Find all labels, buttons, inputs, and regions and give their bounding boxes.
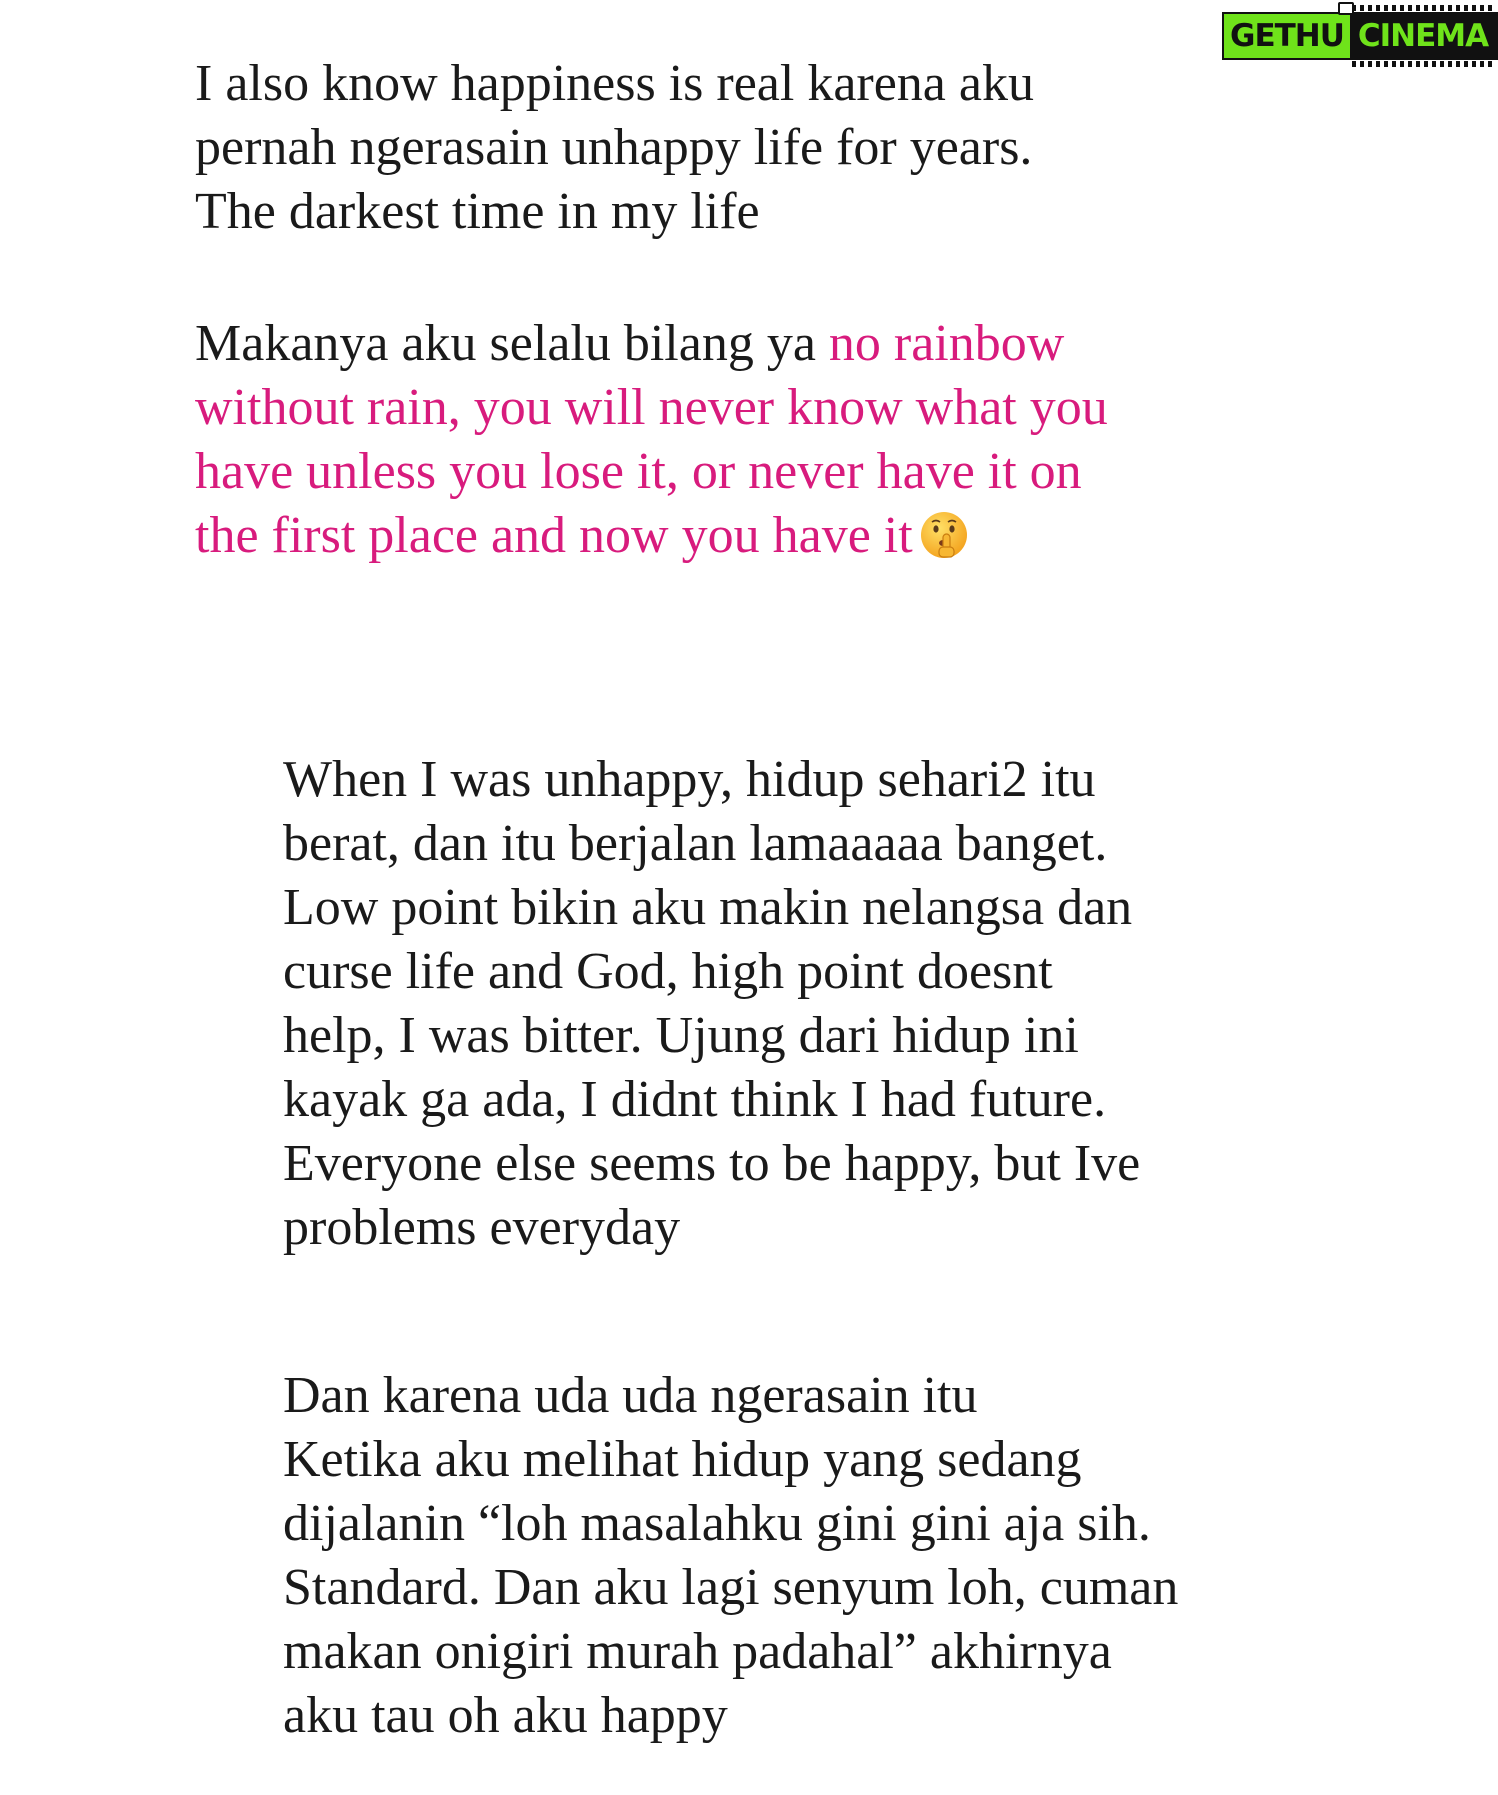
- watermark-right-label: CINEMA: [1357, 18, 1489, 54]
- paragraph-no-rainbow-intro: Makanya aku selalu bilang ya: [195, 315, 829, 372]
- watermark-left-text: GETHU: [1222, 12, 1350, 60]
- paragraph-no-rainbow: [195, 312, 1375, 568]
- paragraph-happiness-real: I also know happiness is real karena aku pernah ngerasain unhappy life for years. The darkest time in my life: [195, 55, 1034, 240]
- paragraph-now-happy: Dan karena uda uda ngerasain itu Ketika aku melihat hidup yang sedang dijalanin “loh masalahku gini gini aja sih. Standard. Dan aku lagi senyum loh, cuman makan onigiri murah padahal” akhirnya aku tau oh aku happy: [283, 1367, 1179, 1744]
- paragraph-no-rainbow-highlight: no rainbow without rain, you will never know what you have unless you lose it, or never have it on the first place and now you have it: [195, 315, 1108, 564]
- film-strip-icon: [1352, 5, 1496, 11]
- paragraph-when-unhappy: When I was unhappy, hidup sehari2 itu berat, dan itu berjalan lamaaaaa banget. Low point bikin aku makin nelangsa dan curse life and God, high point doesnt help, I was bitter. Ujung dari hidup ini kayak ga ada, I didnt think I had future. Everyone else seems to be happy, but Ive problems everyday: [283, 751, 1141, 1256]
- shushing-face-emoji-icon: [919, 510, 969, 560]
